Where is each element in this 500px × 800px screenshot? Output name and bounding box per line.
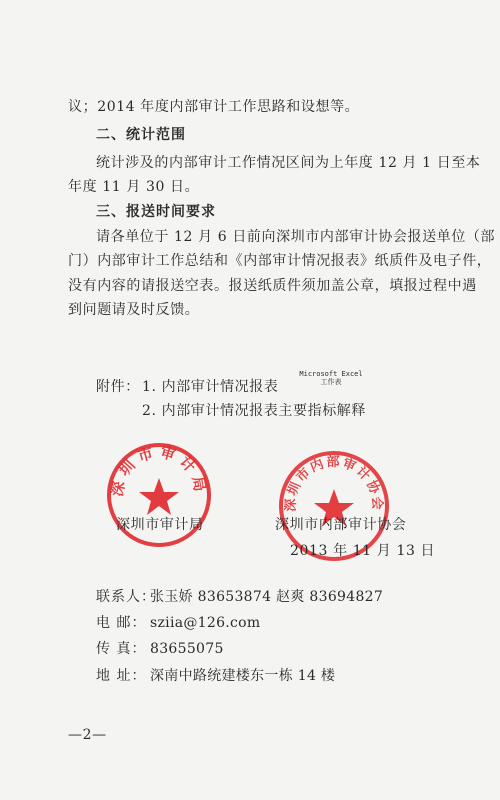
signature-left-org: 深圳市审计局 xyxy=(116,517,204,533)
page-number: —2— xyxy=(68,727,107,743)
section-heading-scope: 二、统计范围 xyxy=(96,127,186,143)
address-value: 深南中路统建楼东一栋 14 楼 xyxy=(150,668,336,684)
contact-person-value: 张玉娇 83653874 赵爽 83694827 xyxy=(150,589,384,605)
body-line-deadline-4: 到问题请及时反馈。 xyxy=(68,302,200,318)
fax-label: 传 真： xyxy=(96,641,147,657)
email-label: 电 邮： xyxy=(96,615,147,631)
seal-left-arc-text: 深圳市审计局 xyxy=(108,442,210,498)
body-line-deadline-2: 门）内部审计工作总结和《内部审计情况报表》纸质件及电子件， xyxy=(68,253,492,269)
attachment-item-1[interactable]: 1. 内部审计情况报表 xyxy=(142,379,279,395)
attachment-item-2[interactable]: 2. 内部审计情况报表主要指标解释 xyxy=(142,403,367,419)
body-line-deadline-1: 请各单位于 12 月 6 日前向深圳市内部审计协会报送单位（部 xyxy=(96,229,496,245)
signature-right-org: 深圳市内部审计协会 xyxy=(275,517,407,533)
body-line-deadline-3: 没有内容的请报送空表。报送纸质件须加盖公章，填报过程中遇 xyxy=(68,278,477,294)
signature-date: 2013 年 11 月 13 日 xyxy=(290,543,436,559)
excel-embed-line-2: 工作表 xyxy=(320,378,342,386)
seal-right-arc-text: 深圳市内部审计协会 xyxy=(283,455,385,512)
body-line-scope-1: 统计涉及的内部审计工作情况区间为上年度 12 月 1 日至本 xyxy=(96,155,481,171)
excel-embed-line-1: Microsoft Excel xyxy=(299,370,363,378)
email-value[interactable]: sziia@126.com xyxy=(150,615,261,631)
contact-person-label: 联系人： xyxy=(96,589,156,605)
body-line-scope-2: 年度 11 月 30 日。 xyxy=(68,179,200,195)
attachments-label: 附件： xyxy=(96,379,140,395)
section-heading-deadline: 三、报送时间要求 xyxy=(96,204,216,220)
fax-value: 83655075 xyxy=(150,641,224,657)
excel-embed-label[interactable] xyxy=(296,370,366,386)
body-line-1: 议；2014 年度内部审计工作思路和设想等。 xyxy=(68,99,360,115)
address-label: 地 址： xyxy=(96,668,147,684)
